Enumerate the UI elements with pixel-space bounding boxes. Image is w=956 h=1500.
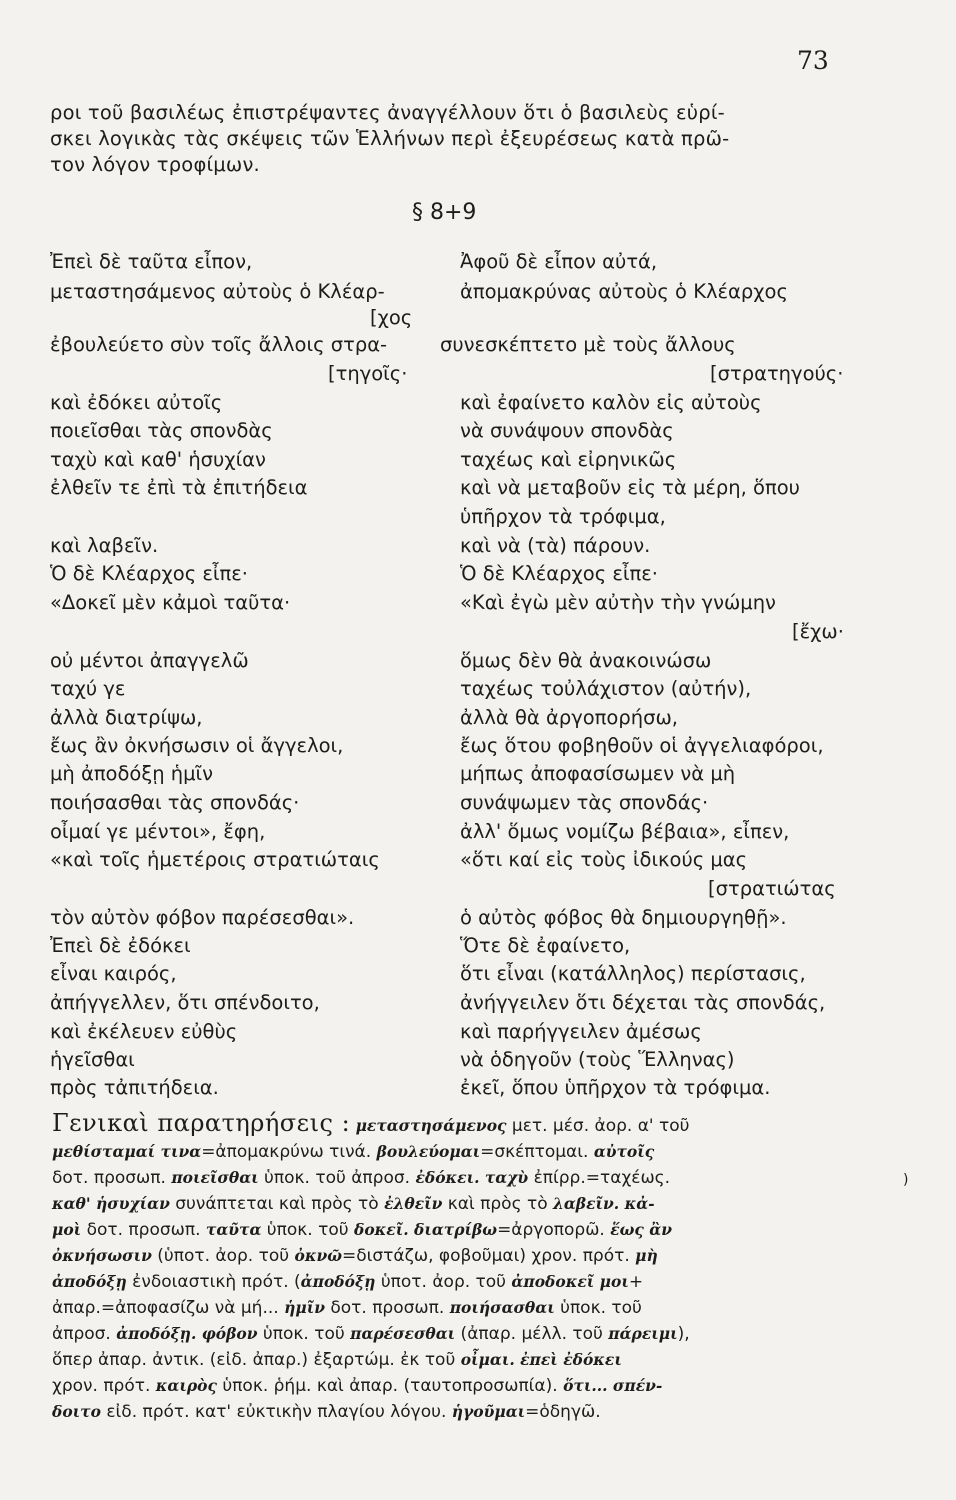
modern-text-line: νὰ συνάψουν σπονδὰς [460, 419, 674, 442]
note-text: =σκέπτομαι. [480, 1142, 594, 1162]
note-term: ἡμῖν [284, 1298, 325, 1317]
notes-line [52, 1217, 882, 1243]
notes-line [52, 1347, 882, 1373]
modern-text-line: ὅμως δὲν θὰ ἀνακοινώσω [460, 649, 712, 672]
note-text: ὑποκ. ῥήμ. καὶ ἀπαρ. (ταυτοπροσωπία). [216, 1376, 564, 1396]
notes-line [52, 1243, 882, 1269]
intro-line: σκει λογικὰς τὰς σκέψεις τῶν Ἑλλήνων περὶ ἐξευρέσεως κατὰ πρῶ- [50, 127, 730, 150]
note-text: ἐνδοιαστικὴ πρότ. ( [126, 1272, 301, 1292]
note-term: ἐλθεῖν [384, 1194, 443, 1213]
ancient-text-line: [τηγοῖς· [328, 362, 408, 385]
margin-mark: ) [903, 1172, 909, 1188]
ancient-text-line: ποιεῖσθαι τὰς σπονδὰς [50, 419, 273, 442]
notes-line [52, 1269, 882, 1295]
note-text: μετ. μέσ. ἀορ. α' τοῦ [506, 1116, 690, 1136]
note-term: μὴ [635, 1246, 658, 1265]
modern-text-line: καὶ νὰ (τὰ) πάρουν. [460, 534, 651, 557]
note-text: =διστάζω, φοβοῦμαι) χρον. πρότ. [341, 1246, 636, 1266]
ancient-text-line: Ὁ δὲ Κλέαρχος εἶπε· [50, 562, 248, 585]
section-heading: § 8+9 [412, 200, 477, 225]
notes-line [52, 1295, 882, 1321]
ancient-text-line: ἐβουλεύετο σὺν τοῖς ἄλλοις στρα- [50, 333, 388, 356]
note-text: συνάπτεται καὶ πρὸς τὸ [169, 1194, 385, 1214]
ancient-text-line: ἀλλὰ διατρίψω, [50, 706, 203, 729]
note-text: ), [677, 1324, 690, 1344]
modern-text-line: ὑπῆρχον τὰ τρόφιμα, [460, 505, 666, 528]
note-term: λαβεῖν. κἀ- [553, 1194, 655, 1213]
modern-text-line: καὶ παρήγγειλεν ἀμέσως [460, 1020, 702, 1043]
modern-text-line: συνάψωμεν τὰς σπονδάς· [460, 791, 709, 814]
note-term: ποιήσασθαι [449, 1298, 555, 1317]
intro-paragraph [50, 100, 870, 178]
note-term: βουλεύομαι [376, 1142, 481, 1161]
modern-text-line: ταχέως τοὐλάχιστον (αὐτήν), [460, 677, 752, 700]
ancient-text-line: ἀπήγγελλεν, ὅτι σπένδοιτο, [50, 991, 320, 1014]
ancient-text-line: ἡγεῖσθαι [50, 1048, 135, 1071]
modern-text-line: νὰ ὁδηγοῦν (τοὺς Ἕλληνας) [460, 1048, 735, 1071]
note-term: ὀκνῶ [294, 1246, 342, 1265]
modern-text-line: ἀλλὰ θὰ ἀργοπορήσω, [460, 706, 678, 729]
ancient-text-line: καὶ ἐδόκει αὐτοῖς [50, 391, 223, 414]
modern-text-line: συνεσκέπτετο μὲ τοὺς ἄλλους [440, 333, 736, 356]
modern-text-line: ἀλλ' ὅμως νομίζω βέβαια», εἶπεν, [460, 820, 790, 843]
note-text: εἰδ. πρότ. κατ' εὐκτικὴν πλαγίου λόγου. [100, 1402, 452, 1422]
note-text: δοτ. προσωπ. [324, 1298, 450, 1318]
modern-text-line: [στρατιώτας [708, 877, 836, 900]
notes-heading: Γενικαὶ παρατηρήσεις : [52, 1109, 351, 1137]
ancient-text-line: πρὸς τἀπιτήδεια. [50, 1076, 219, 1099]
note-text: =ἀργοπορῶ. [497, 1220, 611, 1240]
page-number: 73 [797, 46, 829, 75]
ancient-text-line: ἐλθεῖν τε ἐπὶ τὰ ἐπιτήδεια [50, 476, 308, 499]
notes-first-line [356, 1116, 690, 1136]
general-notes [52, 1110, 882, 1425]
notes-line [52, 1191, 882, 1217]
note-term: ποιεῖσθαι [171, 1168, 259, 1187]
note-text: χρον. πρότ. [52, 1376, 156, 1396]
note-text: ἀπαρ.=ἀποφασίζω νὰ μή... [52, 1298, 285, 1318]
note-text: ὑποκ. τοῦ ἀπροσ. [258, 1168, 416, 1188]
ancient-text-line: [χος [370, 306, 413, 329]
note-text: ὑποκ. τοῦ [261, 1220, 354, 1240]
ancient-text-line: Ἐπεὶ δὲ ἐδόκει [50, 934, 191, 957]
notes-line [52, 1399, 882, 1425]
ancient-text-line: Ἐπεὶ δὲ ταῦτα εἶπον, [50, 250, 253, 273]
notes-line [52, 1373, 882, 1399]
note-term: ἀποδοκεῖ μοι [511, 1272, 629, 1291]
modern-text-line: καὶ νὰ μεταβοῦν εἰς τὰ μέρη, ὅπου [460, 476, 800, 499]
ancient-text-line: «Δοκεῖ μὲν κἀμοὶ ταῦτα· [50, 591, 291, 614]
note-term: πάρειμι [608, 1324, 678, 1343]
modern-text-line: ἀπομακρύνας αὐτοὺς ὁ Κλέαρχος [460, 280, 788, 303]
modern-text-line: [στρατηγούς· [710, 362, 844, 385]
notes-line [52, 1165, 882, 1191]
note-text: ὑποκ. τοῦ [554, 1298, 642, 1318]
note-term: ἐδόκει. ταχὺ [415, 1168, 529, 1187]
note-term: μεταστησάμενος [355, 1116, 507, 1135]
note-text: δοτ. προσωπ. [52, 1168, 172, 1188]
modern-text-line: ἔως ὅτου φοβηθοῦν οἱ ἀγγελιαφόροι, [460, 734, 824, 757]
modern-text-line: «Καὶ ἐγὼ μὲν αὐτὴν τὴν γνώμην [460, 591, 776, 614]
ancient-text-line: καὶ ἐκέλευεν εὐθὺς [50, 1020, 238, 1043]
ancient-text-line: ταχύ γε [50, 677, 126, 700]
notes-line [52, 1139, 882, 1165]
note-term: αὐτοῖς [593, 1142, 655, 1161]
notes-body [52, 1139, 882, 1425]
modern-text-line: ταχέως καὶ εἰρηνικῶς [460, 448, 677, 471]
ancient-text-line: «καὶ τοῖς ἡμετέροις στρατιώταις [50, 848, 380, 871]
modern-text-line: μήπως ἀποφασίσωμεν νὰ μὴ [460, 762, 736, 785]
note-text: ἐπίρρ.=ταχέως. [528, 1168, 671, 1188]
note-term: ὀκνήσωσιν [52, 1246, 152, 1265]
ancient-text-line: εἶναι καιρός, [50, 962, 177, 985]
note-term: οἶμαι. ἐπεὶ ἐδόκει [460, 1350, 622, 1369]
note-term: ὅτι... σπέν- [563, 1376, 663, 1395]
modern-text-line: καὶ ἐφαίνετο καλὸν εἰς αὐτοὺς [460, 391, 762, 414]
modern-text-line: ἀνήγγειλεν ὅτι δέχεται τὰς σπονδάς, [460, 991, 826, 1014]
ancient-text-line: τὸν αὐτὸν φόβον παρέσεσθαι». [50, 906, 355, 929]
intro-line: τον λόγον τροφίμων. [50, 153, 260, 176]
intro-line: ροι τοῦ βασιλέως ἐπιστρέψαντες ἀναγγέλλουν ὅτι ὁ βασιλεὺς εὑρί- [50, 101, 725, 124]
modern-text-line: ὅτι εἶναι (κατάλληλος) περίστασις, [460, 962, 806, 985]
note-term: ἀποδόξῃ [52, 1272, 127, 1291]
note-text: ὅπερ ἀπαρ. ἀντικ. (εἰδ. ἀπαρ.) ἐξαρτώμ. ἐκ τοῦ [52, 1350, 461, 1370]
modern-text-line: Ἀφοῦ δὲ εἶπον αὐτά, [460, 250, 658, 273]
note-text: ἀπροσ. [52, 1324, 117, 1344]
note-text: δοτ. προσωπ. [81, 1220, 206, 1240]
note-term: μεθίσταμαί τινα [52, 1142, 202, 1161]
note-term: ταῦτα [205, 1220, 262, 1239]
modern-text-line: [ἔχω· [792, 620, 844, 643]
note-text: (ἀπαρ. μέλλ. τοῦ [455, 1324, 609, 1344]
note-term: παρέσεσθαι [350, 1324, 456, 1343]
note-term: καθ' ἡσυχίαν [52, 1194, 170, 1213]
note-term: καιρὸς [155, 1376, 217, 1395]
note-text: ὑποτ. ἀορ. τοῦ [375, 1272, 512, 1292]
note-term: ἀποδόξῃ [300, 1272, 376, 1291]
note-term: δοκεῖ. διατρίβω [353, 1220, 498, 1239]
note-text: καὶ πρὸς τὸ [442, 1194, 554, 1214]
note-text: ὑποκ. τοῦ [257, 1324, 351, 1344]
notes-line [52, 1321, 882, 1347]
note-term: ἕως ἂν [610, 1220, 672, 1239]
note-term: δοιτο [52, 1402, 101, 1421]
notes-line [52, 1110, 882, 1139]
ancient-text-line: οὐ μέντοι ἀπαγγελῶ [50, 649, 249, 672]
ancient-text-line: μεταστησάμενος αὐτοὺς ὁ Κλέαρ- [50, 280, 385, 303]
ancient-text-line: ποιήσασθαι τὰς σπονδάς· [50, 791, 300, 814]
ancient-text-line: καὶ λαβεῖν. [50, 534, 159, 557]
ancient-text-line: ταχὺ καὶ καθ' ἡσυχίαν [50, 448, 266, 471]
ancient-text-line: ἔως ἂν ὀκνήσωσιν οἱ ἄγγελοι, [50, 734, 344, 757]
note-text: =ἀπομακρύνω τινά. [201, 1142, 377, 1162]
note-text: + [628, 1272, 644, 1292]
note-term: μοὶ [52, 1220, 82, 1239]
ancient-text-line: μὴ ἀποδόξῃ ἡμῖν [50, 762, 214, 785]
modern-text-line: Ὁ δὲ Κλέαρχος εἶπε· [460, 562, 658, 585]
note-term: ἡγοῦμαι [451, 1402, 526, 1421]
modern-text-line: Ὅτε δὲ ἐφαίνετο, [460, 934, 631, 957]
note-text: =ὁδηγῶ. [525, 1402, 601, 1422]
modern-text-line: ἐκεῖ, ὅπου ὑπῆρχον τὰ τρόφιμα. [460, 1076, 771, 1099]
ancient-text-line: οἶμαί γε μέντοι», ἔφη, [50, 820, 266, 843]
note-text: (ὑποτ. ἀορ. τοῦ [151, 1246, 295, 1266]
note-term: ἀποδόξῃ. φόβον [116, 1324, 258, 1343]
modern-text-line: «ὅτι καί εἰς τοὺς ἰδικούς μας [460, 848, 748, 871]
modern-text-line: ὁ αὐτὸς φόβος θὰ δημιουργηθῇ». [460, 906, 787, 929]
